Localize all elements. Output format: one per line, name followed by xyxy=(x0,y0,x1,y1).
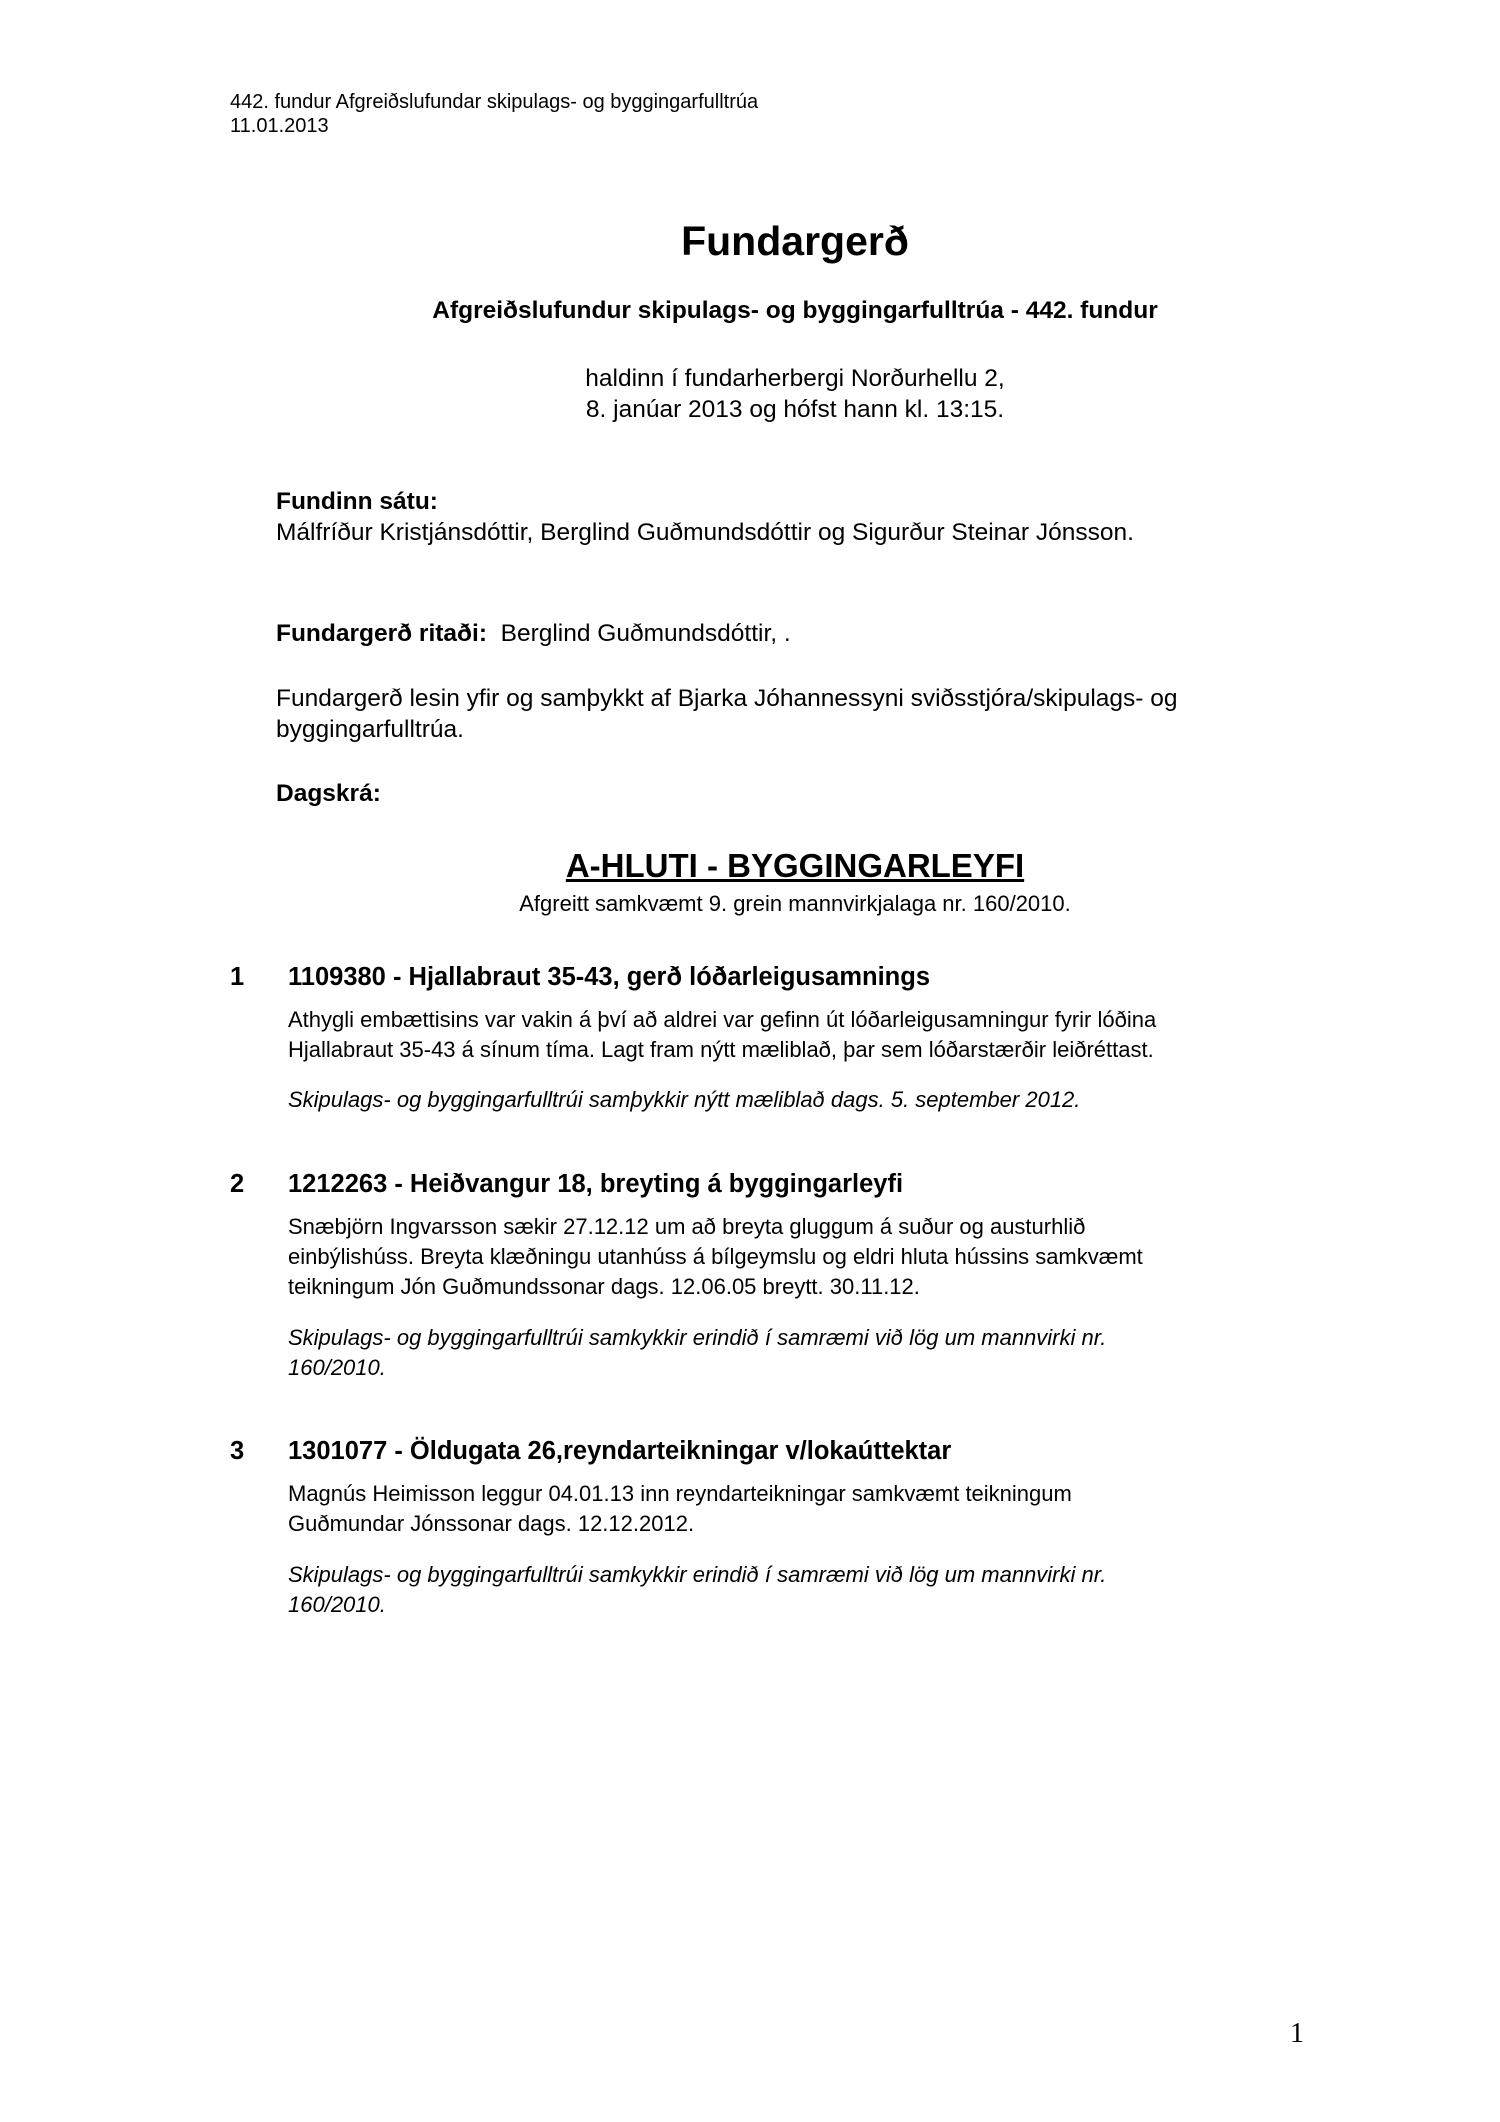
agenda-label: Dagskrá: xyxy=(276,780,381,807)
agenda-item-description xyxy=(288,1005,1298,1065)
agenda-item-conclusion xyxy=(288,1323,1298,1383)
agenda-item-heading: 1301077 - Öldugata 26,reyndarteikningar v/lokaúttektar xyxy=(288,1437,952,1465)
meeting-location-time xyxy=(0,363,1500,425)
section-subtitle: Afgreitt samkvæmt 9. grein mannvirkjalaga nr. 160/2010. xyxy=(519,891,1071,916)
document-title: Fundargerð xyxy=(681,218,909,264)
description-line: Hjallabraut 35-43 á sínum tíma. Lagt fram nýtt mæliblað, þar sem lóðarstærðir leiðréttast. xyxy=(288,1037,1154,1062)
description-line: Magnús Heimisson leggur 04.01.13 inn reyndarteikningar samkvæmt teikningum xyxy=(288,1481,1072,1506)
agenda-item-number: 1 xyxy=(230,963,245,991)
attendees-names: Málfríður Kristjánsdóttir, Berglind Guðmundsdóttir og Sigurður Steinar Jónsson. xyxy=(276,519,1134,546)
minutes-taker-block xyxy=(276,618,791,649)
approval-line: byggingarfulltrúa. xyxy=(276,716,464,743)
approval-line: Fundargerð lesin yfir og samþykkt af Bjarka Jóhannessyni sviðsstjóra/skipulags- og xyxy=(276,685,1178,712)
running-header-date: 11.01.2013 xyxy=(230,115,329,137)
minutes-taker-label: Fundargerð ritaði: xyxy=(276,620,487,647)
description-line: teikningum Jón Guðmundssonar dags. 12.06.05 breytt. 30.11.12. xyxy=(288,1274,920,1299)
section-title: A-HLUTI - BYGGINGARLEYFI xyxy=(565,847,1025,884)
attendees-block xyxy=(276,486,1134,548)
minutes-taker-name: Berglind Guðmundsdóttir, . xyxy=(500,620,791,647)
conclusion-line: Skipulags- og byggingarfulltrúi samkykkir erindið í samræmi við lög um mannvirki nr. xyxy=(288,1325,1107,1350)
meeting-time: 8. janúar 2013 og hófst hann kl. 13:15. xyxy=(585,396,1005,423)
conclusion-line: Skipulags- og byggingarfulltrúi samþykkir nýtt mæliblað dags. 5. september 2012. xyxy=(288,1087,1081,1112)
description-line: Snæbjörn Ingvarsson sækir 27.12.12 um að breyta gluggum á suður og austurhlið xyxy=(288,1214,1086,1239)
running-header xyxy=(230,90,758,138)
running-header-title: 442. fundur Afgreiðslufundar skipulags- og byggingarfulltrúa xyxy=(230,91,759,113)
conclusion-line: Skipulags- og byggingarfulltrúi samkykkir erindið í samræmi við lög um mannvirki nr. xyxy=(288,1562,1107,1587)
agenda-item-number: 3 xyxy=(230,1437,245,1465)
document-subtitle: Afgreiðslufundur skipulags- og byggingarfulltrúa - 442. fundur xyxy=(432,297,1158,324)
meeting-location: haldinn í fundarherbergi Norðurhellu 2, xyxy=(585,365,1005,392)
agenda-item-heading: 1109380 - Hjallabraut 35-43, gerð lóðarleigusamnings xyxy=(288,963,931,991)
conclusion-line: 160/2010. xyxy=(288,1355,386,1380)
description-line: Guðmundar Jónssonar dags. 12.12.2012. xyxy=(288,1511,695,1536)
agenda-item-conclusion xyxy=(288,1085,1298,1115)
agenda-item-conclusion xyxy=(288,1560,1298,1620)
conclusion-line: 160/2010. xyxy=(288,1592,386,1617)
description-line: Athygli embættisins var vakin á því að aldrei var gefinn út lóðarleigusamningur fyrir lóðina xyxy=(288,1007,1157,1032)
agenda-item-heading: 1212263 - Heiðvangur 18, breyting á byggingarleyfi xyxy=(288,1170,904,1198)
agenda-item-description xyxy=(288,1479,1298,1539)
agenda-item-description xyxy=(288,1212,1298,1302)
agenda-item-number: 2 xyxy=(230,1170,245,1198)
description-line: einbýlishúss. Breyta klæðningu utanhúss á bílgeymslu og eldri hluta hússins samkvæmt xyxy=(288,1244,1143,1269)
attendees-label: Fundinn sátu: xyxy=(276,488,438,515)
approval-block xyxy=(276,683,1177,745)
page-number: 1 xyxy=(1290,2018,1304,2049)
